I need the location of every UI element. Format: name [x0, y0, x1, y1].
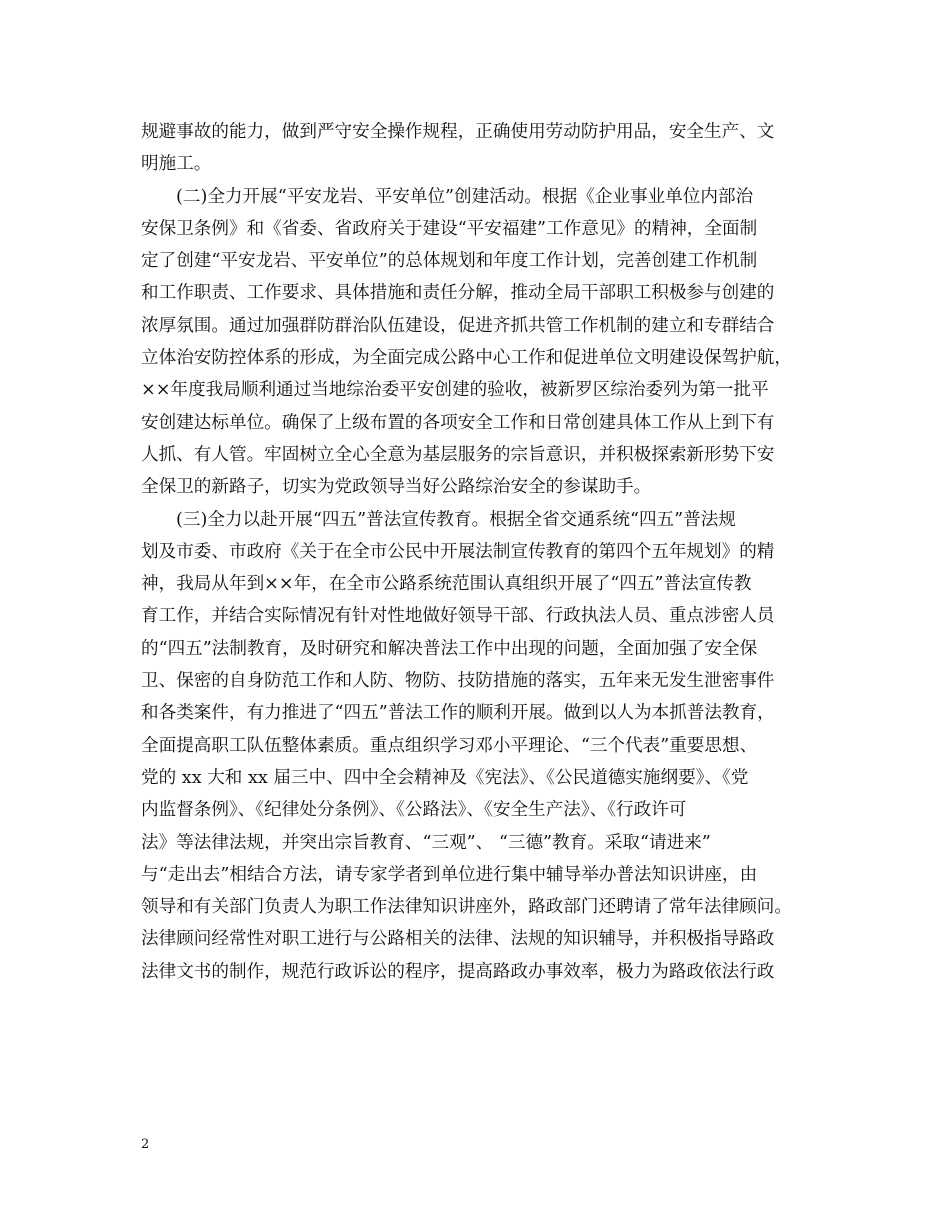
text-line: 法律文书的制作，规范行政诉讼的程序，提高路政办事效率，极力为路政依法行政 — [141, 961, 775, 982]
text-line: 立体治安防控体系的形成，为全面完成公路中心工作和促进单位文明建设保驾护航， — [141, 348, 792, 369]
section-heading-line: (三)全力以赴开展“四五”普法宣传教育。根据全省交通系统“四五”普法规 — [176, 509, 736, 530]
text-line: 法律顾问经常性对职工进行与公路相关的法律、法规的知识辅导，并积极指导路政 — [141, 929, 775, 950]
text-line: 和工作职责、工作要求、具体措施和责任分解，推动全局干部职工积极参与创建的 — [141, 283, 775, 304]
text-line: 与“走出去”相结合方法，请专家学者到单位进行集中辅导举办普法知识讲座，由 — [141, 864, 758, 885]
text-line: 安保卫条例》和《省委、省政府关于建设“平安福建”工作意见》的精神，全面制 — [141, 218, 758, 239]
text-line: 明施工。 — [141, 154, 212, 175]
text-line: 划及市委、市政府《关于在全市公民中开展法制宣传教育的第四个五年规划》的精 — [141, 541, 775, 562]
text-line: 领导和有关部门负责人为职工作法律知识讲座外，路政部门还聘请了常年法律顾问。 — [141, 897, 792, 918]
body-text — [141, 116, 831, 988]
text-line: ××年度我局顺利通过当地综治委平安创建的验收，被新罗区综治委列为第一批平 — [141, 380, 769, 401]
text-line: 安创建达标单位。确保了上级布置的各项安全工作和日常创建具体工作从上到下有 — [141, 412, 775, 433]
text-line: 全面提高职工队伍整体素质。重点组织学习邓小平理论、“三个代表”重要思想、 — [141, 735, 758, 756]
text-line: 神，我局从年到××年，在全市公路系统范围认真组织开展了“四五”普法宣传教 — [141, 574, 752, 595]
text-line: 党的 xx 大和 xx 届三中、四中全会精神及《宪法》、《公民道德实施纲要》、《党 — [141, 767, 749, 788]
text-line: 规避事故的能力，做到严守安全操作规程，正确使用劳动防护用品，安全生产、文 — [141, 122, 775, 142]
text-line: 定了创建“平安龙岩、平安单位”的总体规划和年度工作计划，完善创建工作机制 — [141, 251, 758, 272]
text-line: 的“四五”法制教育，及时研究和解决普法工作中出现的问题，全面加强了安全保 — [141, 638, 758, 659]
section-heading-line: (二)全力开展“平安龙岩、平安单位”创建活动。根据《企业事业单位内部治 — [176, 186, 754, 207]
text-line: 法》等法律法规，并突出宗旨教育、“三观”、 “三德”教育。采取“请进来” — [141, 832, 711, 853]
text-line: 浓厚氛围。通过加强群防群治队伍建设，促进齐抓共管工作机制的建立和专群结合 — [141, 315, 775, 336]
text-line: 卫、保密的自身防范工作和人防、物防、技防措施的落实，五年来无发生泄密事件 — [141, 671, 775, 692]
text-line: 育工作，并结合实际情况有针对性地做好领导干部、行政执法人员、重点涉密人员 — [141, 606, 775, 627]
text-line: 和各类案件，有力推进了“四五”普法工作的顺利开展。做到以人为本抓普法教育， — [141, 703, 775, 724]
text-line: 人抓、有人管。牢固树立全心全意为基层服务的宗旨意识，并积极探索新形势下安 — [141, 444, 775, 465]
page-number: 2 — [141, 1137, 150, 1152]
text-line: 全保卫的新路子，切实为党政领导当好公路综治安全的参谋助手。 — [141, 477, 652, 498]
text-line: 内监督条例》、《纪律处分条例》、《公路法》、《安全生产法》、《行政许可 — [141, 800, 687, 821]
